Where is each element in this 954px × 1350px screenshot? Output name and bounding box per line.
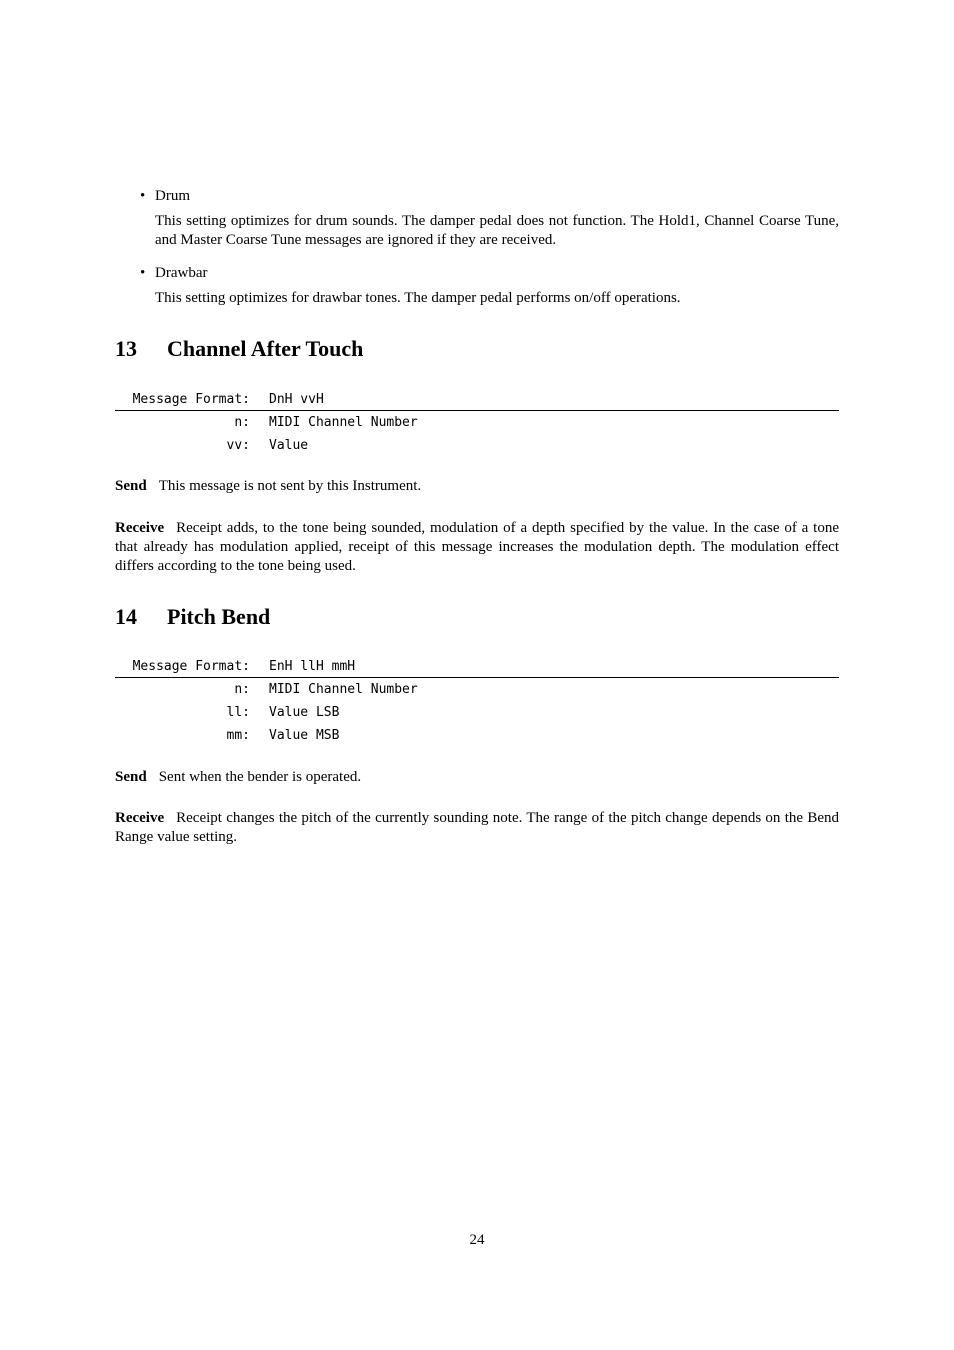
bullet-label: Drum [155,188,190,204]
param-row [115,701,839,724]
message-format-table [115,655,839,747]
param-key: mm: [226,728,250,743]
param-value: MIDI Channel Number [269,682,418,697]
send-paragraph [115,477,839,496]
param-row [115,678,839,701]
section-heading-channel-after-touch [115,336,363,362]
document-page [115,0,839,1350]
section-number: 13 [115,336,137,361]
send-text: This message is not sent by this Instrument. [158,478,422,494]
send-paragraph [115,768,839,787]
bullet-item-drum [140,187,839,250]
section-heading-pitch-bend [115,604,270,630]
param-key: n: [234,682,250,697]
bullet-icon: • [140,265,146,281]
send-label: Send [115,769,147,785]
bullet-label: Drawbar [155,265,208,281]
receive-paragraph [115,809,839,847]
param-value: MIDI Channel Number [269,415,418,430]
param-value: Value LSB [269,705,340,720]
format-label: Message Format: [132,659,250,674]
send-label: Send [115,478,147,494]
section-title: Pitch Bend [167,604,271,629]
bullet-item-drawbar [140,264,839,308]
param-value: Value MSB [269,728,340,743]
param-key: ll: [226,705,250,720]
bullet-icon: • [140,188,146,204]
receive-text: Receipt changes the pitch of the currently sounding note. The range of the pitch change depends on the Bend Range value setting. [115,810,839,845]
message-format-header [115,655,839,678]
param-key: vv: [226,438,250,453]
param-row [115,411,839,434]
format-value: DnH vvH [269,392,324,407]
format-label: Message Format: [132,392,250,407]
param-value: Value [269,438,309,453]
send-text: Sent when the bender is operated. [158,769,362,785]
section-title: Channel After Touch [167,336,364,361]
bullet-description: This setting optimizes for drawbar tones. The damper pedal performs on/off operations. [155,290,681,306]
section-number: 14 [115,604,137,629]
bullet-description: This setting optimizes for drum sounds. The damper pedal does not function. The Hold1, Channel Coarse Tune, and Master Coarse Tune messages are ignored if they are received. [155,213,839,248]
param-row [115,724,839,747]
receive-label: Receive [115,810,165,826]
message-format-table [115,388,839,457]
format-value: EnH llH mmH [269,659,356,674]
page-number: 24 [469,1232,485,1248]
param-key: n: [234,415,250,430]
receive-text: Receipt adds, to the tone being sounded, modulation of a depth specified by the value. In the case of a tone that already has modulation applied, receipt of this message increases the modulation depth. The modulation effect differs according to the tone being used. [115,520,839,574]
message-format-header [115,388,839,411]
receive-label: Receive [115,520,165,536]
param-row [115,434,839,457]
receive-paragraph [115,519,839,576]
